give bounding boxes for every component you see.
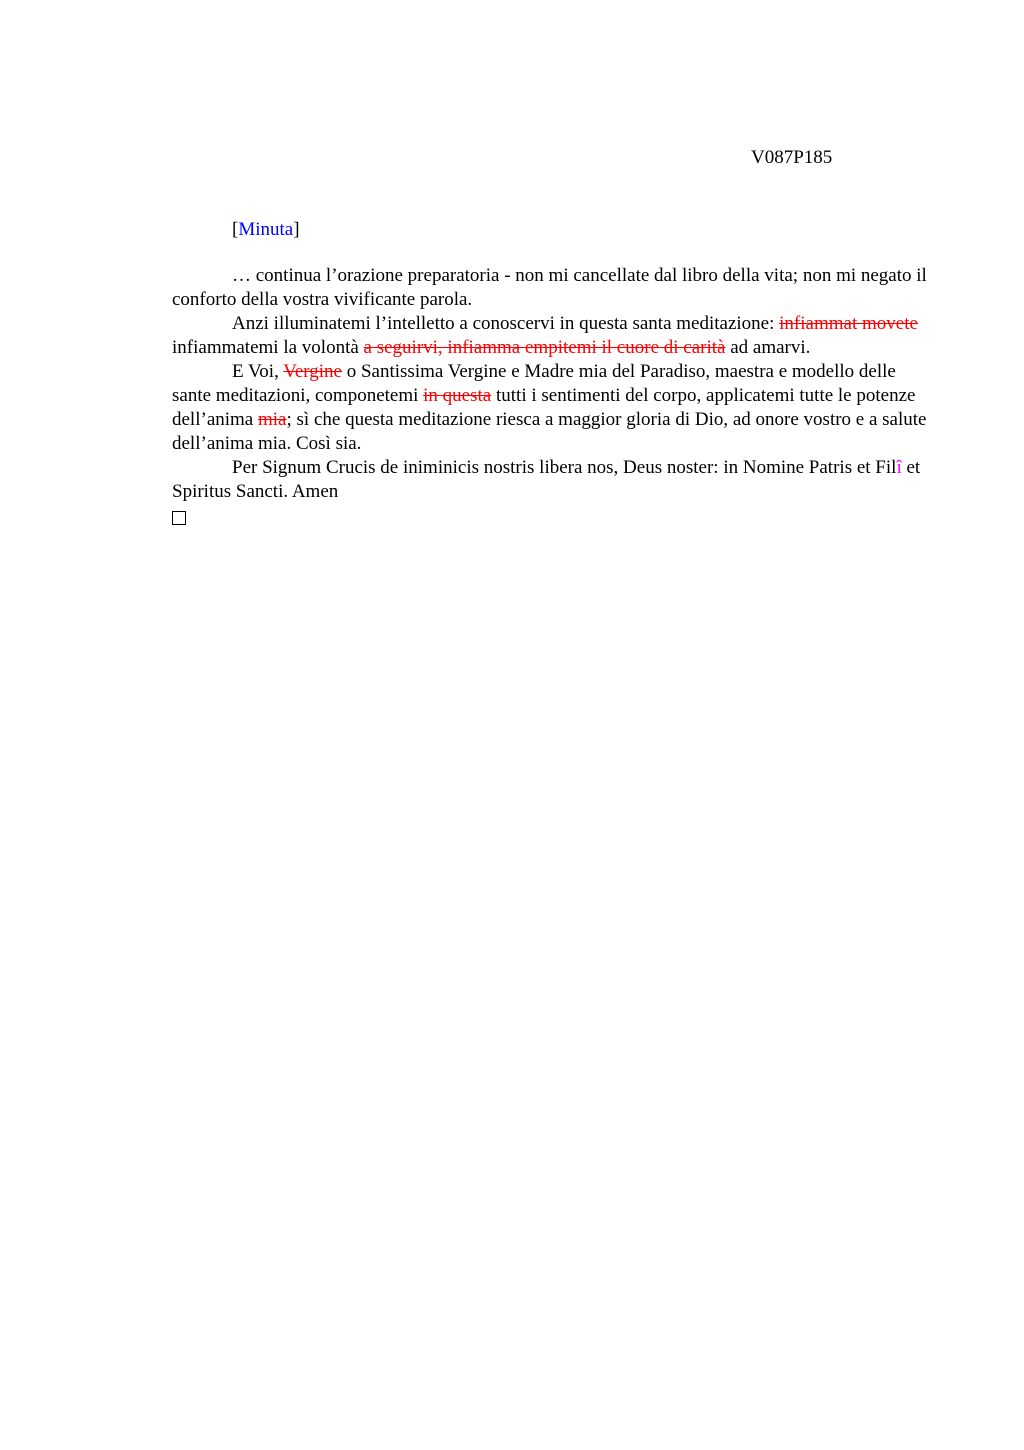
- deleted-text: Vergine: [283, 361, 342, 382]
- paragraph-text: infiammatemi la volontà: [172, 337, 364, 358]
- section-label: [232, 218, 300, 242]
- paragraph-2: [172, 312, 932, 360]
- paragraph-text: … continua l’orazione preparatoria - non mi cancellate dal libro della vita; non mi negato il conforto della vostra vivificante parola.: [172, 265, 927, 310]
- document-body: [172, 264, 932, 525]
- paragraph-text: Per Signum Crucis de iniminicis nostris libera nos, Deus noster: in Nomine Patris et Fil: [232, 457, 897, 478]
- paragraph-text: o Santissima Vergine e Madre mia del Paradiso, maestra e modello delle sante meditazioni, componetemi: [172, 361, 896, 406]
- document-reference-code: V087P185: [751, 147, 833, 168]
- paragraph-text: et Spiritus Sancti. Amen: [172, 457, 921, 502]
- paragraph-3: [172, 360, 932, 456]
- label-open-bracket: [: [232, 219, 239, 240]
- deleted-text: mia: [258, 409, 287, 430]
- paragraph-text: E Voi,: [232, 361, 284, 382]
- deleted-text: infiammat movete: [779, 313, 918, 334]
- paragraph-4: [172, 456, 932, 504]
- empty-square-icon: [172, 511, 186, 525]
- paragraph-1: [172, 264, 932, 312]
- paragraph-text: tutti i sentimenti del corpo, applicatemi tutte le potenze dell’anima: [172, 385, 916, 430]
- label-close-bracket: ]: [293, 219, 300, 240]
- deleted-text: in questa: [423, 385, 492, 406]
- paragraph-text: ad amarvi.: [725, 337, 811, 358]
- deleted-text: a seguirvi, infiamma empitemi il cuore di carità: [363, 337, 726, 358]
- paragraph-text: ; sì che questa meditazione riesca a maggior gloria di Dio, ad onore vostro e a salute dell’anima mia. Così sia.: [172, 409, 927, 454]
- label-text: Minuta: [238, 219, 294, 240]
- marked-character: î: [896, 457, 902, 478]
- paragraph-text: Anzi illuminatemi l’intelletto a conoscervi in questa santa meditazione:: [232, 313, 780, 334]
